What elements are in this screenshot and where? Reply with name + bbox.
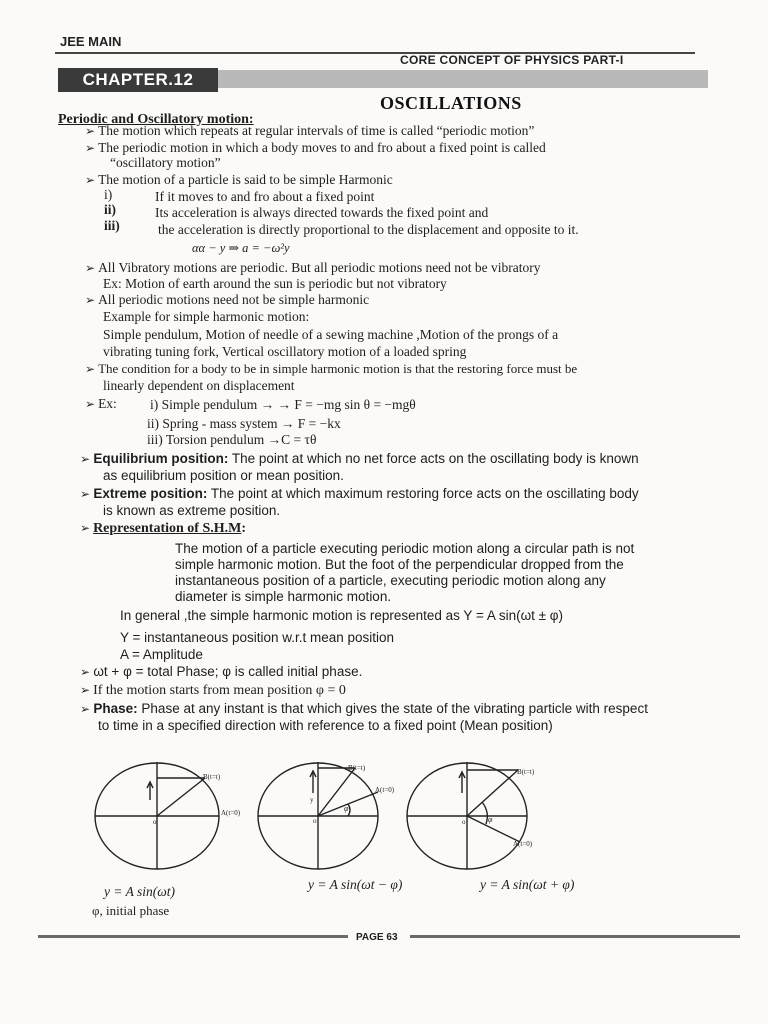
text-line: linearly dependent on displacement [103,378,295,393]
example-line: i) Simple pendulum → → F = −mg sin θ = −mgθ [150,397,416,412]
example-line: ii) Spring - mass system → F = −kx [147,416,341,431]
list-number: ii) [104,202,116,217]
diagram-note: φ, initial phase [92,903,170,918]
list-item: ➢ All Vibratory motions are periodic. But all periodic motions need not be vibratory [85,260,541,275]
shm-diagrams [90,748,710,883]
arrow-bullet-icon: ➢ [80,521,94,535]
example-line: iii) Torsion pendulum →C = τθ [147,432,317,447]
list-item: ➢ All periodic motions need not be simple harmonic [85,292,370,307]
list-item: ➢ Equilibrium position: The point at which no net force acts on the oscillating body is known [80,451,639,466]
text-line: If it moves to and fro about a fixed point [155,189,375,204]
point-b-label: B(t=t) [203,773,221,781]
book-title: CORE CONCEPT OF PHYSICS PART-I [400,53,624,67]
origin-label: o [462,818,466,826]
list-item: ➢ ωt + φ = total Phase; φ is called initial phase. [80,664,363,679]
point-a-label: A(t=0) [375,786,395,794]
equation: αα − y ⇒ a = −ω²y [192,241,290,255]
text-line: vibrating tuning fork, Vertical oscillatory motion of a loaded spring [103,344,467,359]
text-line: instantaneous position of a particle, executing periodic motion along any [175,573,606,588]
point-a-label: A(t=0) [221,809,241,817]
arrow-bullet-icon: ➢ [80,452,94,466]
list-item: ➢ The condition for a body to be in simple harmonic motion is that the restoring force must be [85,361,578,376]
text-line: Y = instantaneous position w.r.t mean position [120,630,395,645]
arrow-bullet-icon: ➢ [85,362,99,376]
chapter-label: CHAPTER.12 [58,68,218,92]
list-number: iii) [104,218,120,233]
text-line: as equilibrium position or mean position. [103,468,344,483]
point-a-label: A(t=0) [513,840,533,848]
list-item: ➢ Representation of S.H.M: [80,521,247,536]
text-line: A = Amplitude [120,647,203,662]
list-item: ➢ Extreme position: The point at which maximum restoring force acts on the oscillating body [80,486,639,501]
text-line: diameter is simple harmonic motion. [175,589,392,604]
phi-label: φ [488,815,493,824]
section-heading: Periodic and Oscillatory motion: [58,112,254,127]
radius-line [467,816,520,842]
point-b-label: B(t=t) [517,768,535,776]
text-line: to time in a specified direction with reference to a fixed point (Mean position) [98,718,553,733]
list-item: ➢ The periodic motion in which a body moves to and fro about a fixed point is called [85,140,546,155]
arrow-bullet-icon: ➢ [80,665,94,679]
origin-label: o [313,817,317,825]
y-label: y [310,796,314,804]
text-line: Ex: Motion of earth around the sun is periodic but not vibratory [103,276,447,291]
page-title: OSCILLATIONS [380,93,522,113]
arrow-bullet-icon: ➢ [85,141,99,155]
phase-arc [482,802,487,824]
radius-line [467,770,518,816]
list-item: ➢ The motion of a particle is said to be simple Harmonic [85,172,393,187]
point-b-label: B(t=t) [348,764,366,772]
list-number: i) [104,187,113,202]
text-line: The motion of a particle executing periodic motion along a circular path is not [175,541,635,556]
arrow-bullet-icon: ➢ [80,683,94,697]
arrow-bullet-icon: ➢ [85,397,99,411]
arrow-bullet-icon: ➢ [85,173,99,187]
text-line: “oscillatory motion” [110,155,221,170]
text-line: Example for simple harmonic motion: [103,309,310,324]
list-item: ➢ If the motion starts from mean position φ = 0 [80,683,346,698]
text-line: is known as extreme position. [103,503,281,518]
text-line: the acceleration is directly proportional to the displacement and opposite to it. [158,222,579,237]
text-line: simple harmonic motion. But the foot of the perpendicular dropped from the [175,557,624,572]
text-line: Simple pendulum, Motion of needle of a sewing machine ,Motion of the prongs of a [103,327,559,342]
list-item: ➢ The motion which repeats at regular intervals of time is called “periodic motion” [85,123,535,138]
exam-label: JEE MAIN [60,34,122,49]
arrow-bullet-icon: ➢ [85,293,99,307]
footer-rule-left [38,935,348,938]
radius-line [157,778,205,816]
arrow-bullet-icon: ➢ [80,487,94,501]
footer-rule-right [410,935,740,938]
diagram-caption: y = A sin(ωt − φ) [308,877,403,892]
phi-label: φ [344,804,349,813]
diagram-caption: y = A sin(ωt) [104,884,176,899]
text-line: In general ,the simple harmonic motion is represented as Y = A sin(ωt ± φ) [120,608,564,623]
arrow-bullet-icon: ➢ [80,702,94,716]
page-number: PAGE 63 [356,932,398,943]
arrow-bullet-icon: ➢ [85,261,99,275]
arrow-bullet-icon: ➢ [85,124,99,138]
list-item: ➢ Ex: [85,396,117,411]
origin-label: o [153,818,157,826]
list-item: ➢ Phase: Phase at any instant is that which gives the state of the vibrating particle with respect [80,701,648,716]
text-line: Its acceleration is always directed towards the fixed point and [155,205,489,220]
diagram-caption: y = A sin(ωt + φ) [480,877,575,892]
